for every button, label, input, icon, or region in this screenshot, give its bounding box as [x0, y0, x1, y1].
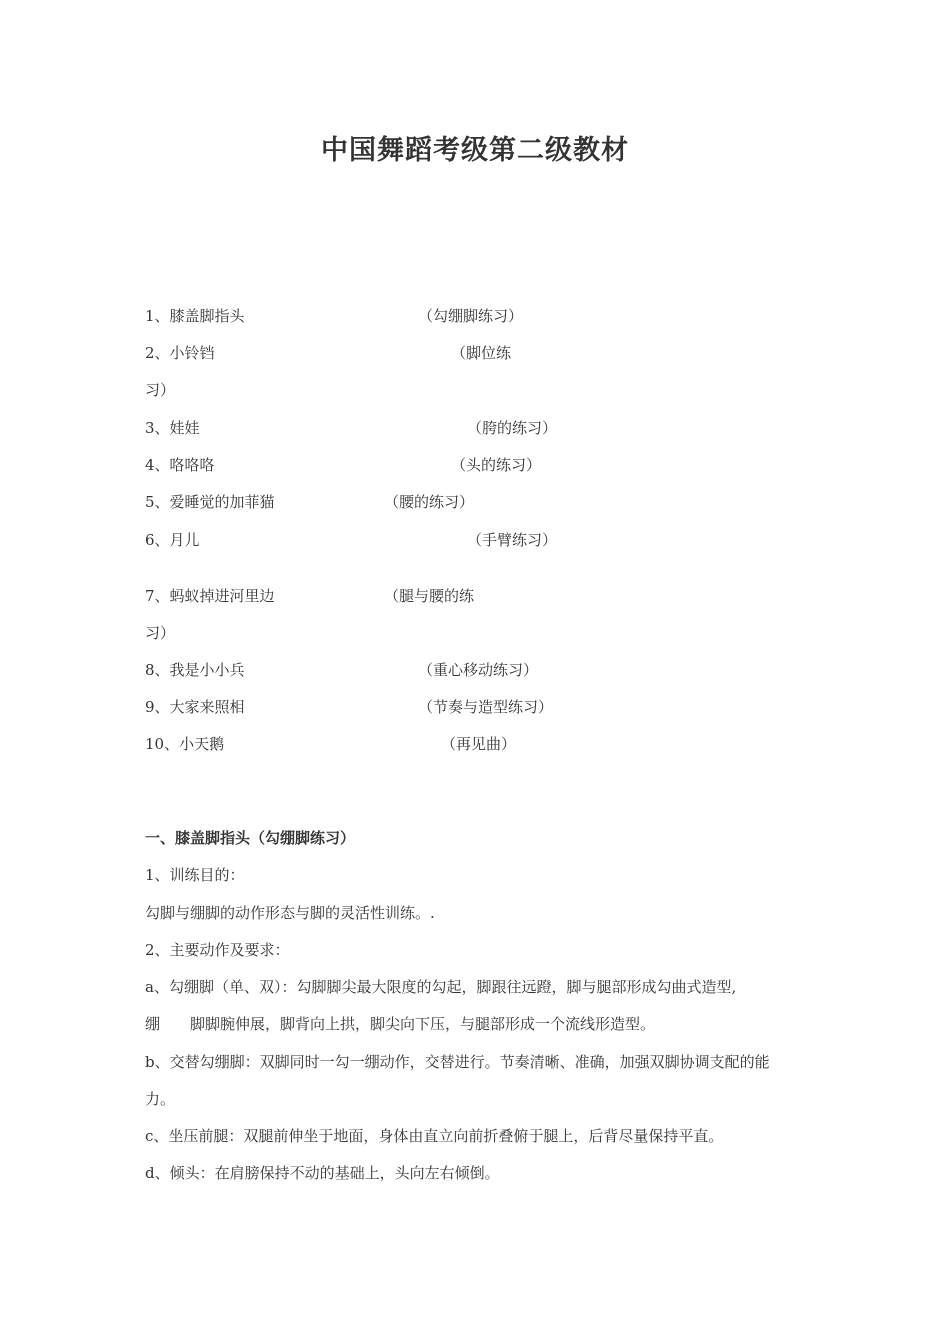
- toc-item-5-note: （腰的练习）: [384, 493, 475, 511]
- toc-item-7-wrap: 习）: [145, 624, 176, 642]
- toc-item-7-note: （腿与腰的练: [384, 587, 475, 605]
- toc-item-1-name: 1、膝盖脚指头: [145, 307, 245, 325]
- toc-item-7-name: 7、蚂蚁掉进河里边: [145, 587, 275, 605]
- toc-item-10-note: （再见曲）: [441, 735, 517, 753]
- requirements-label: 2、主要动作及要求：: [145, 941, 290, 959]
- purpose-label: 1、训练目的：: [145, 866, 245, 884]
- toc-item-8-note: （重心移动练习）: [418, 661, 539, 679]
- item-d: d、倾头：在肩膀保持不动的基础上，头向左右倾倒。: [145, 1164, 500, 1182]
- toc-item-6-name: 6、月儿: [145, 531, 200, 549]
- toc-item-5-name: 5、爱睡觉的加菲猫: [145, 493, 275, 511]
- item-a-line-2: 绷 脚脚腕伸展，脚背向上拱，脚尖向下压，与腿部形成一个流线形造型。: [145, 1015, 656, 1033]
- toc-item-1-note: （勾绷脚练习）: [418, 307, 524, 325]
- toc-item-6-note: （手臂练习）: [467, 531, 558, 549]
- toc-item-3-name: 3、娃娃: [145, 419, 200, 437]
- item-b-line-1: b、交替勾绷脚：双脚同时一勾一绷动作，交替进行。节奏清晰、准确，加强双脚协调支配的能: [145, 1053, 770, 1071]
- toc-item-2-note: （脚位练: [451, 344, 512, 362]
- toc-item-4-name: 4、咯咯咯: [145, 456, 215, 474]
- item-c: c、坐压前腿：双腿前伸坐于地面，身体由直立向前折叠俯于腿上，后背尽量保持平直。: [145, 1127, 724, 1145]
- toc-item-8-name: 8、我是小小兵: [145, 661, 245, 679]
- toc-item-3-note: （胯的练习）: [467, 419, 558, 437]
- toc-item-4-note: （头的练习）: [451, 456, 542, 474]
- toc-item-9-name: 9、大家来照相: [145, 698, 245, 716]
- purpose-text: 勾脚与绷脚的动作形态与脚的灵活性训练。.: [145, 904, 435, 922]
- item-a-line-1: a、勾绷脚（单、双）：勾脚脚尖最大限度的勾起，脚跟往远蹬，脚与腿部形成勾曲式造型,: [145, 978, 737, 996]
- toc-item-9-note: （节奏与造型练习）: [418, 698, 554, 716]
- toc-item-10-name: 10、小天鹅: [145, 735, 225, 753]
- document-title: 中国舞蹈考级第二级教材: [321, 135, 629, 166]
- toc-item-2-wrap: 习）: [145, 381, 176, 399]
- toc-item-2-name: 2、小铃铛: [145, 344, 215, 362]
- section-1-heading: 一、膝盖脚指头（勾绷脚练习）: [145, 829, 356, 847]
- item-b-line-2: 力。: [145, 1090, 176, 1108]
